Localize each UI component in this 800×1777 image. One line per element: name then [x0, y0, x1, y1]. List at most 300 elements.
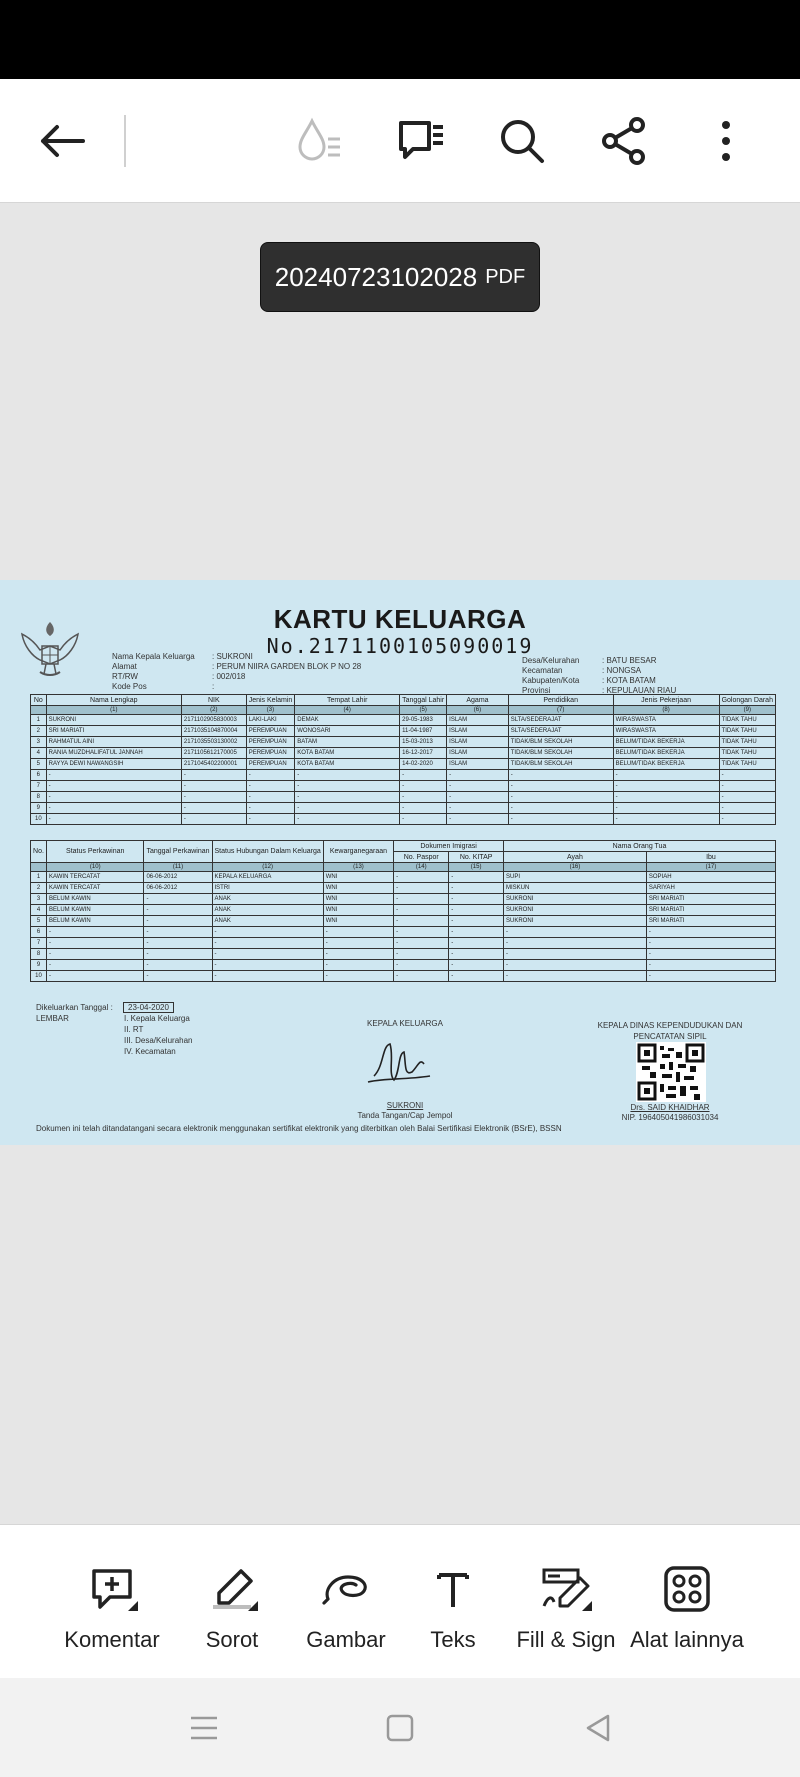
tool-label: Sorot: [205, 1627, 259, 1652]
table-cell: -: [144, 916, 212, 927]
table-cell: -: [394, 949, 449, 960]
table-cell: -: [400, 803, 447, 814]
table-cell: -: [719, 770, 775, 781]
table-cell: -: [400, 770, 447, 781]
table-cell: -: [46, 803, 181, 814]
table-cell: -: [181, 781, 246, 792]
table-cell: -: [449, 905, 504, 916]
file-extension: PDF: [485, 265, 526, 288]
table-cell: BELUM KAWIN: [46, 905, 143, 916]
kepala-keluarga-name: SUKRONI: [386, 1101, 424, 1110]
table-cell: -: [46, 938, 143, 949]
table-cell: -: [295, 792, 400, 803]
table-cell: SARIYAH: [646, 883, 775, 894]
more-tools-icon: [659, 1563, 715, 1615]
column-index-cell: (11): [144, 863, 212, 872]
table-cell: -: [46, 814, 181, 825]
column-index-cell: [31, 863, 47, 872]
table-cell: -: [46, 927, 143, 938]
table-cell: 2: [31, 883, 47, 894]
table-cell: -: [181, 792, 246, 803]
table-cell: 5: [31, 759, 47, 770]
table-cell: 5: [31, 916, 47, 927]
table-cell: -: [46, 792, 181, 803]
table-cell: -: [46, 781, 181, 792]
lembar-label: LEMBAR: [36, 1014, 69, 1023]
table-cell: ISLAM: [447, 748, 509, 759]
th-nama-orang-tua: Nama Orang Tua: [504, 841, 776, 852]
table-cell: -: [504, 927, 647, 938]
table-cell: RAYYA DEWI NAWANGSIH: [46, 759, 181, 770]
table-cell: -: [212, 971, 323, 982]
table-cell: 06-06-2012: [144, 872, 212, 883]
table-cell: -: [449, 916, 504, 927]
table-cell: 8: [31, 949, 47, 960]
table-cell: TIDAK TAHU: [719, 748, 775, 759]
table-cell: -: [504, 971, 647, 982]
lembar-item: III. Desa/Kelurahan: [124, 1036, 193, 1045]
table-cell: 1: [31, 872, 47, 883]
tool-teks[interactable]: [410, 1525, 496, 1679]
table-cell: WNI: [323, 894, 393, 905]
home-icon[interactable]: [380, 1708, 420, 1748]
table-row: [31, 803, 776, 814]
table-cell: -: [613, 770, 719, 781]
table-cell: WNI: [323, 883, 393, 894]
header-right: Desa/Kelurahan : BATU BESAR Kecamatan : NONGSA Kabupaten/Kota : KOTA BATAM Provinsi : KEPULAUAN RIAU: [522, 656, 677, 695]
table-cell: SUKRONI: [504, 916, 647, 927]
th-no: No.: [31, 841, 47, 863]
table-header-cell: Tanggal Lahir: [400, 695, 447, 706]
column-index-cell: (5): [400, 706, 447, 715]
table-cell: -: [212, 927, 323, 938]
table-cell: ISLAM: [447, 726, 509, 737]
table-row: [31, 814, 776, 825]
th-kewarganegaraan: Kewarganegaraan: [323, 841, 393, 863]
table-header-cell: Jenis Pekerjaan: [613, 695, 719, 706]
table-cell: -: [394, 927, 449, 938]
table-cell: -: [508, 781, 613, 792]
table-cell: TIDAK TAHU: [719, 726, 775, 737]
table-cell: -: [394, 971, 449, 982]
table-cell: -: [181, 814, 246, 825]
document-title: KARTU KELUARGA: [273, 604, 527, 634]
table-cell: -: [504, 938, 647, 949]
table-cell: 2171102905830003: [181, 715, 246, 726]
table-cell: 10: [31, 971, 47, 982]
table-cell: -: [246, 792, 295, 803]
table-header-cell: NIK: [181, 695, 246, 706]
table-cell: -: [144, 971, 212, 982]
table-cell: 2171045402200001: [181, 759, 246, 770]
table-cell: -: [508, 792, 613, 803]
table-cell: -: [394, 916, 449, 927]
column-index-cell: (3): [246, 706, 295, 715]
table-cell: -: [447, 803, 509, 814]
highlighter-icon: [204, 1563, 260, 1615]
table-cell: 9: [31, 803, 47, 814]
table-cell: ISLAM: [447, 759, 509, 770]
table-cell: -: [400, 792, 447, 803]
table-cell: SUKRONI: [504, 905, 647, 916]
table-cell: RAHMATUL AINI: [46, 737, 181, 748]
table-cell: -: [212, 949, 323, 960]
table-row: [31, 792, 776, 803]
table-cell: 16-12-2017: [400, 748, 447, 759]
tool-label: Teks: [430, 1627, 476, 1652]
table-cell: KEPALA KELUARGA: [212, 872, 323, 883]
table-cell: -: [323, 971, 393, 982]
table-cell: ISTRI: [212, 883, 323, 894]
table-cell: -: [613, 792, 719, 803]
table-cell: -: [449, 927, 504, 938]
th-no-kitap: No. KITAP: [449, 852, 504, 863]
draw-icon: [318, 1563, 374, 1615]
table-cell: 2: [31, 726, 47, 737]
back-arrow-icon[interactable]: [30, 109, 94, 173]
th-ibu: Ibu: [646, 852, 775, 863]
table-row: [31, 770, 776, 781]
column-index-cell: (7): [508, 706, 613, 715]
recents-icon[interactable]: [184, 1708, 224, 1748]
tool-label: Gambar: [306, 1627, 386, 1652]
table-cell: BELUM KAWIN: [46, 916, 143, 927]
back-icon[interactable]: [578, 1708, 618, 1748]
tool-alat-lainnya[interactable]: [626, 1525, 748, 1679]
table-cell: -: [394, 905, 449, 916]
column-index-cell: (2): [181, 706, 246, 715]
table-cell: PEREMPUAN: [246, 748, 295, 759]
table-row: [31, 971, 776, 982]
th-status-perkawinan: Status Perkawinan: [46, 841, 143, 863]
table-cell: -: [295, 781, 400, 792]
table-cell: TIDAK TAHU: [719, 737, 775, 748]
table-cell: -: [646, 938, 775, 949]
table-cell: -: [719, 781, 775, 792]
table-cell: -: [144, 949, 212, 960]
table-cell: MISKUN: [504, 883, 647, 894]
tool-sorot[interactable]: [182, 1525, 282, 1679]
table-cell: -: [613, 814, 719, 825]
table-cell: -: [646, 927, 775, 938]
table-header-cell: No: [31, 695, 47, 706]
table-cell: KAWIN TERCATAT: [46, 883, 143, 894]
table-cell: 11-04-1987: [400, 726, 447, 737]
table-cell: -: [144, 927, 212, 938]
table-cell: -: [449, 883, 504, 894]
table-cell: 4: [31, 905, 47, 916]
table-row: [31, 726, 776, 737]
tool-komentar[interactable]: [60, 1525, 164, 1679]
table-row: [31, 960, 776, 971]
lembar-item: II. RT: [124, 1025, 144, 1034]
reading-mode-icon[interactable]: [288, 109, 352, 173]
table-cell: -: [295, 770, 400, 781]
table-cell: ISLAM: [447, 715, 509, 726]
table-cell: SRI MARIATI: [646, 894, 775, 905]
dinas-label: [580, 1020, 760, 1042]
table-cell: -: [394, 960, 449, 971]
table-cell: -: [719, 792, 775, 803]
table-row: [31, 894, 776, 905]
th-no-paspor: No. Paspor: [394, 852, 449, 863]
table-cell: WONOSARI: [295, 726, 400, 737]
table-cell: KAWIN TERCATAT: [46, 872, 143, 883]
table-cell: SUKRONI: [46, 715, 181, 726]
issued-section: [36, 1002, 192, 1057]
table-cell: 2171105612170005: [181, 748, 246, 759]
th-ayah: Ayah: [504, 852, 647, 863]
table-cell: BELUM/TIDAK BEKERJA: [613, 759, 719, 770]
column-index-cell: (14): [394, 863, 449, 872]
table-cell: -: [646, 971, 775, 982]
status-bar: [0, 0, 800, 79]
table-cell: RANIA MUZDHALIFATUL JANNAH: [46, 748, 181, 759]
qr-code-image: [636, 1042, 706, 1102]
table-cell: -: [246, 814, 295, 825]
table-cell: 7: [31, 938, 47, 949]
table-cell: -: [508, 814, 613, 825]
column-index-cell: (1): [46, 706, 181, 715]
table-cell: 4: [31, 748, 47, 759]
table-cell: -: [613, 781, 719, 792]
table-cell: -: [447, 781, 509, 792]
table-cell: 29-05-1983: [400, 715, 447, 726]
lembar-item: IV. Kecamatan: [124, 1047, 176, 1056]
table-cell: -: [181, 770, 246, 781]
table-cell: SOPIAH: [646, 872, 775, 883]
table-cell: -: [394, 872, 449, 883]
table-cell: -: [212, 938, 323, 949]
table-row: [31, 759, 776, 770]
table-cell: -: [323, 960, 393, 971]
dinas-nip: NIP. 196405041986031034: [621, 1113, 719, 1122]
table-cell: KOTA BATAM: [295, 759, 400, 770]
table-row: [31, 938, 776, 949]
table-cell: -: [144, 894, 212, 905]
column-index-cell: (13): [323, 863, 393, 872]
table-cell: 1: [31, 715, 47, 726]
table-cell: -: [449, 938, 504, 949]
table-cell: ISLAM: [447, 737, 509, 748]
table-cell: -: [719, 814, 775, 825]
table-cell: -: [394, 938, 449, 949]
table-cell: WNI: [323, 905, 393, 916]
table-cell: -: [504, 949, 647, 960]
table-cell: BELUM/TIDAK BEKERJA: [613, 748, 719, 759]
pdf-page[interactable]: [0, 580, 800, 1145]
table-cell: SUKRONI: [504, 894, 647, 905]
table-cell: -: [323, 927, 393, 938]
table-cell: 2171035503130002: [181, 737, 246, 748]
th-dokumen-imigrasi: Dokumen Imigrasi: [394, 841, 504, 852]
column-index-cell: (10): [46, 863, 143, 872]
table-cell: -: [508, 803, 613, 814]
disclaimer-text: Dokumen ini telah ditandatangani secara elektronik menggunakan sertifikat elektronik yang diterbitkan oleh Balai Sertifikasi Elektronik (BSrE), BSSN: [36, 1124, 562, 1133]
top-toolbar: [0, 79, 800, 203]
table-cell: -: [613, 803, 719, 814]
table-cell: SRI MARIATI: [46, 726, 181, 737]
column-index-cell: (12): [212, 863, 323, 872]
table-cell: -: [144, 938, 212, 949]
table-cell: -: [323, 949, 393, 960]
file-name: 20240723102028: [274, 261, 478, 292]
toolbar-divider: [124, 115, 126, 167]
column-index-cell: (9): [719, 706, 775, 715]
issued-label: Dikeluarkan Tanggal :: [36, 1003, 113, 1012]
table-cell: DEMAK: [295, 715, 400, 726]
table-cell: PEREMPUAN: [246, 726, 295, 737]
kepala-keluarga-caption: Tanda Tangan/Cap Jempol: [357, 1111, 453, 1120]
table-cell: -: [646, 949, 775, 960]
tool-label: Komentar: [64, 1627, 160, 1652]
table-cell: SRI MARIATI: [646, 905, 775, 916]
lembar-item: I. Kepala Keluarga: [124, 1014, 190, 1023]
table-cell: 06-06-2012: [144, 883, 212, 894]
tool-label: Alat lainnya: [630, 1627, 744, 1652]
tool-label: Fill & Sign: [516, 1627, 616, 1652]
tool-fill-sign[interactable]: [510, 1525, 622, 1679]
table-cell: -: [449, 960, 504, 971]
table-row: [31, 949, 776, 960]
table-cell: -: [323, 938, 393, 949]
table-row: [31, 781, 776, 792]
table-cell: -: [181, 803, 246, 814]
table-cell: -: [46, 971, 143, 982]
table-cell: ANAK: [212, 905, 323, 916]
table-cell: 15-03-2013: [400, 737, 447, 748]
table-header-cell: Nama Lengkap: [46, 695, 181, 706]
table-cell: -: [394, 883, 449, 894]
kepala-keluarga-label: KEPALA KELUARGA: [367, 1019, 443, 1028]
document-number: No.2171100105090019: [266, 634, 534, 658]
table-cell: -: [212, 960, 323, 971]
share-icon[interactable]: [592, 109, 656, 173]
table-cell: -: [504, 960, 647, 971]
comments-list-icon[interactable]: [389, 109, 453, 173]
header-left: Nama Kepala Keluarga : SUKRONI Alamat : PERUM NIIRA GARDEN BLOK P NO 28 RT/RW : 002/018 Kode Pos :: [112, 652, 362, 691]
table-cell: SUPI: [504, 872, 647, 883]
table-cell: ANAK: [212, 894, 323, 905]
table-cell: LAKI-LAKI: [246, 715, 295, 726]
table-header-cell: Jenis Kelamin: [246, 695, 295, 706]
table-cell: BELUM/TIDAK BEKERJA: [613, 737, 719, 748]
search-icon[interactable]: [490, 109, 554, 173]
table-cell: SLTA/SEDERAJAT: [508, 726, 613, 737]
table-cell: -: [144, 905, 212, 916]
signature-image: [364, 1036, 434, 1090]
table-cell: 2171035104870004: [181, 726, 246, 737]
table-row: [31, 715, 776, 726]
table-cell: WIRASWASTA: [613, 715, 719, 726]
table-cell: -: [447, 770, 509, 781]
table-row: [31, 927, 776, 938]
table-header-cell: Tempat Lahir: [295, 695, 400, 706]
table-cell: 7: [31, 781, 47, 792]
column-index-cell: (16): [504, 863, 647, 872]
column-index-cell: (15): [449, 863, 504, 872]
table-row: [31, 872, 776, 883]
table-row: [31, 916, 776, 927]
table-cell: -: [246, 770, 295, 781]
table-cell: -: [400, 814, 447, 825]
family-members-table: [30, 694, 776, 825]
table-cell: WNI: [323, 872, 393, 883]
table-cell: -: [449, 971, 504, 982]
table-cell: -: [246, 781, 295, 792]
table-cell: -: [246, 803, 295, 814]
table-cell: 9: [31, 960, 47, 971]
table-cell: -: [449, 949, 504, 960]
system-nav-bar: [0, 1678, 800, 1777]
column-index-cell: (8): [613, 706, 719, 715]
table-cell: SLTA/SEDERAJAT: [508, 715, 613, 726]
table-header-cell: Pendidikan: [508, 695, 613, 706]
table-cell: -: [719, 803, 775, 814]
family-status-table: [30, 840, 776, 982]
table-cell: -: [449, 894, 504, 905]
table-cell: -: [295, 814, 400, 825]
table-cell: BATAM: [295, 737, 400, 748]
table-cell: -: [46, 770, 181, 781]
table-cell: -: [46, 949, 143, 960]
table-cell: 10: [31, 814, 47, 825]
table-row: [31, 737, 776, 748]
table-header-cell: Golongan Darah: [719, 695, 775, 706]
table-cell: WIRASWASTA: [613, 726, 719, 737]
table-row: [31, 905, 776, 916]
table-cell: -: [400, 781, 447, 792]
more-vert-icon[interactable]: [694, 109, 758, 173]
tool-gambar[interactable]: [296, 1525, 396, 1679]
table-cell: 6: [31, 770, 47, 781]
th-tanggal-perkawinan: Tanggal Perkawinan: [144, 841, 212, 863]
dinas-name: Drs. SAID KHAIDHAR: [630, 1103, 710, 1112]
table-cell: 14-02-2020: [400, 759, 447, 770]
table-cell: TIDAK/BLM SEKOLAH: [508, 759, 613, 770]
th-status-hubungan: Status Hubungan Dalam Keluarga: [212, 841, 323, 863]
table-cell: TIDAK TAHU: [719, 715, 775, 726]
table-cell: -: [295, 803, 400, 814]
fill-sign-icon: [538, 1563, 594, 1615]
table-cell: -: [447, 792, 509, 803]
file-name-chip: [260, 242, 540, 312]
table-cell: PEREMPUAN: [246, 737, 295, 748]
table-cell: 3: [31, 894, 47, 905]
table-cell: 8: [31, 792, 47, 803]
table-cell: -: [508, 770, 613, 781]
table-cell: -: [447, 814, 509, 825]
table-cell: -: [646, 960, 775, 971]
add-comment-icon: [84, 1563, 140, 1615]
column-index-cell: [31, 706, 47, 715]
table-row: [31, 748, 776, 759]
table-cell: 3: [31, 737, 47, 748]
table-cell: -: [449, 872, 504, 883]
table-cell: -: [46, 960, 143, 971]
text-icon: [425, 1563, 481, 1615]
table-cell: WNI: [323, 916, 393, 927]
issued-date: 23-04-2020: [123, 1002, 174, 1013]
dinas-label-line2: PENCATATAN SIPIL: [633, 1032, 707, 1041]
table-row: [31, 883, 776, 894]
table-cell: TIDAK TAHU: [719, 759, 775, 770]
table-cell: BELUM KAWIN: [46, 894, 143, 905]
table-cell: ANAK: [212, 916, 323, 927]
table-cell: -: [144, 960, 212, 971]
bottom-toolbar: [0, 1524, 800, 1678]
table-cell: PEREMPUAN: [246, 759, 295, 770]
